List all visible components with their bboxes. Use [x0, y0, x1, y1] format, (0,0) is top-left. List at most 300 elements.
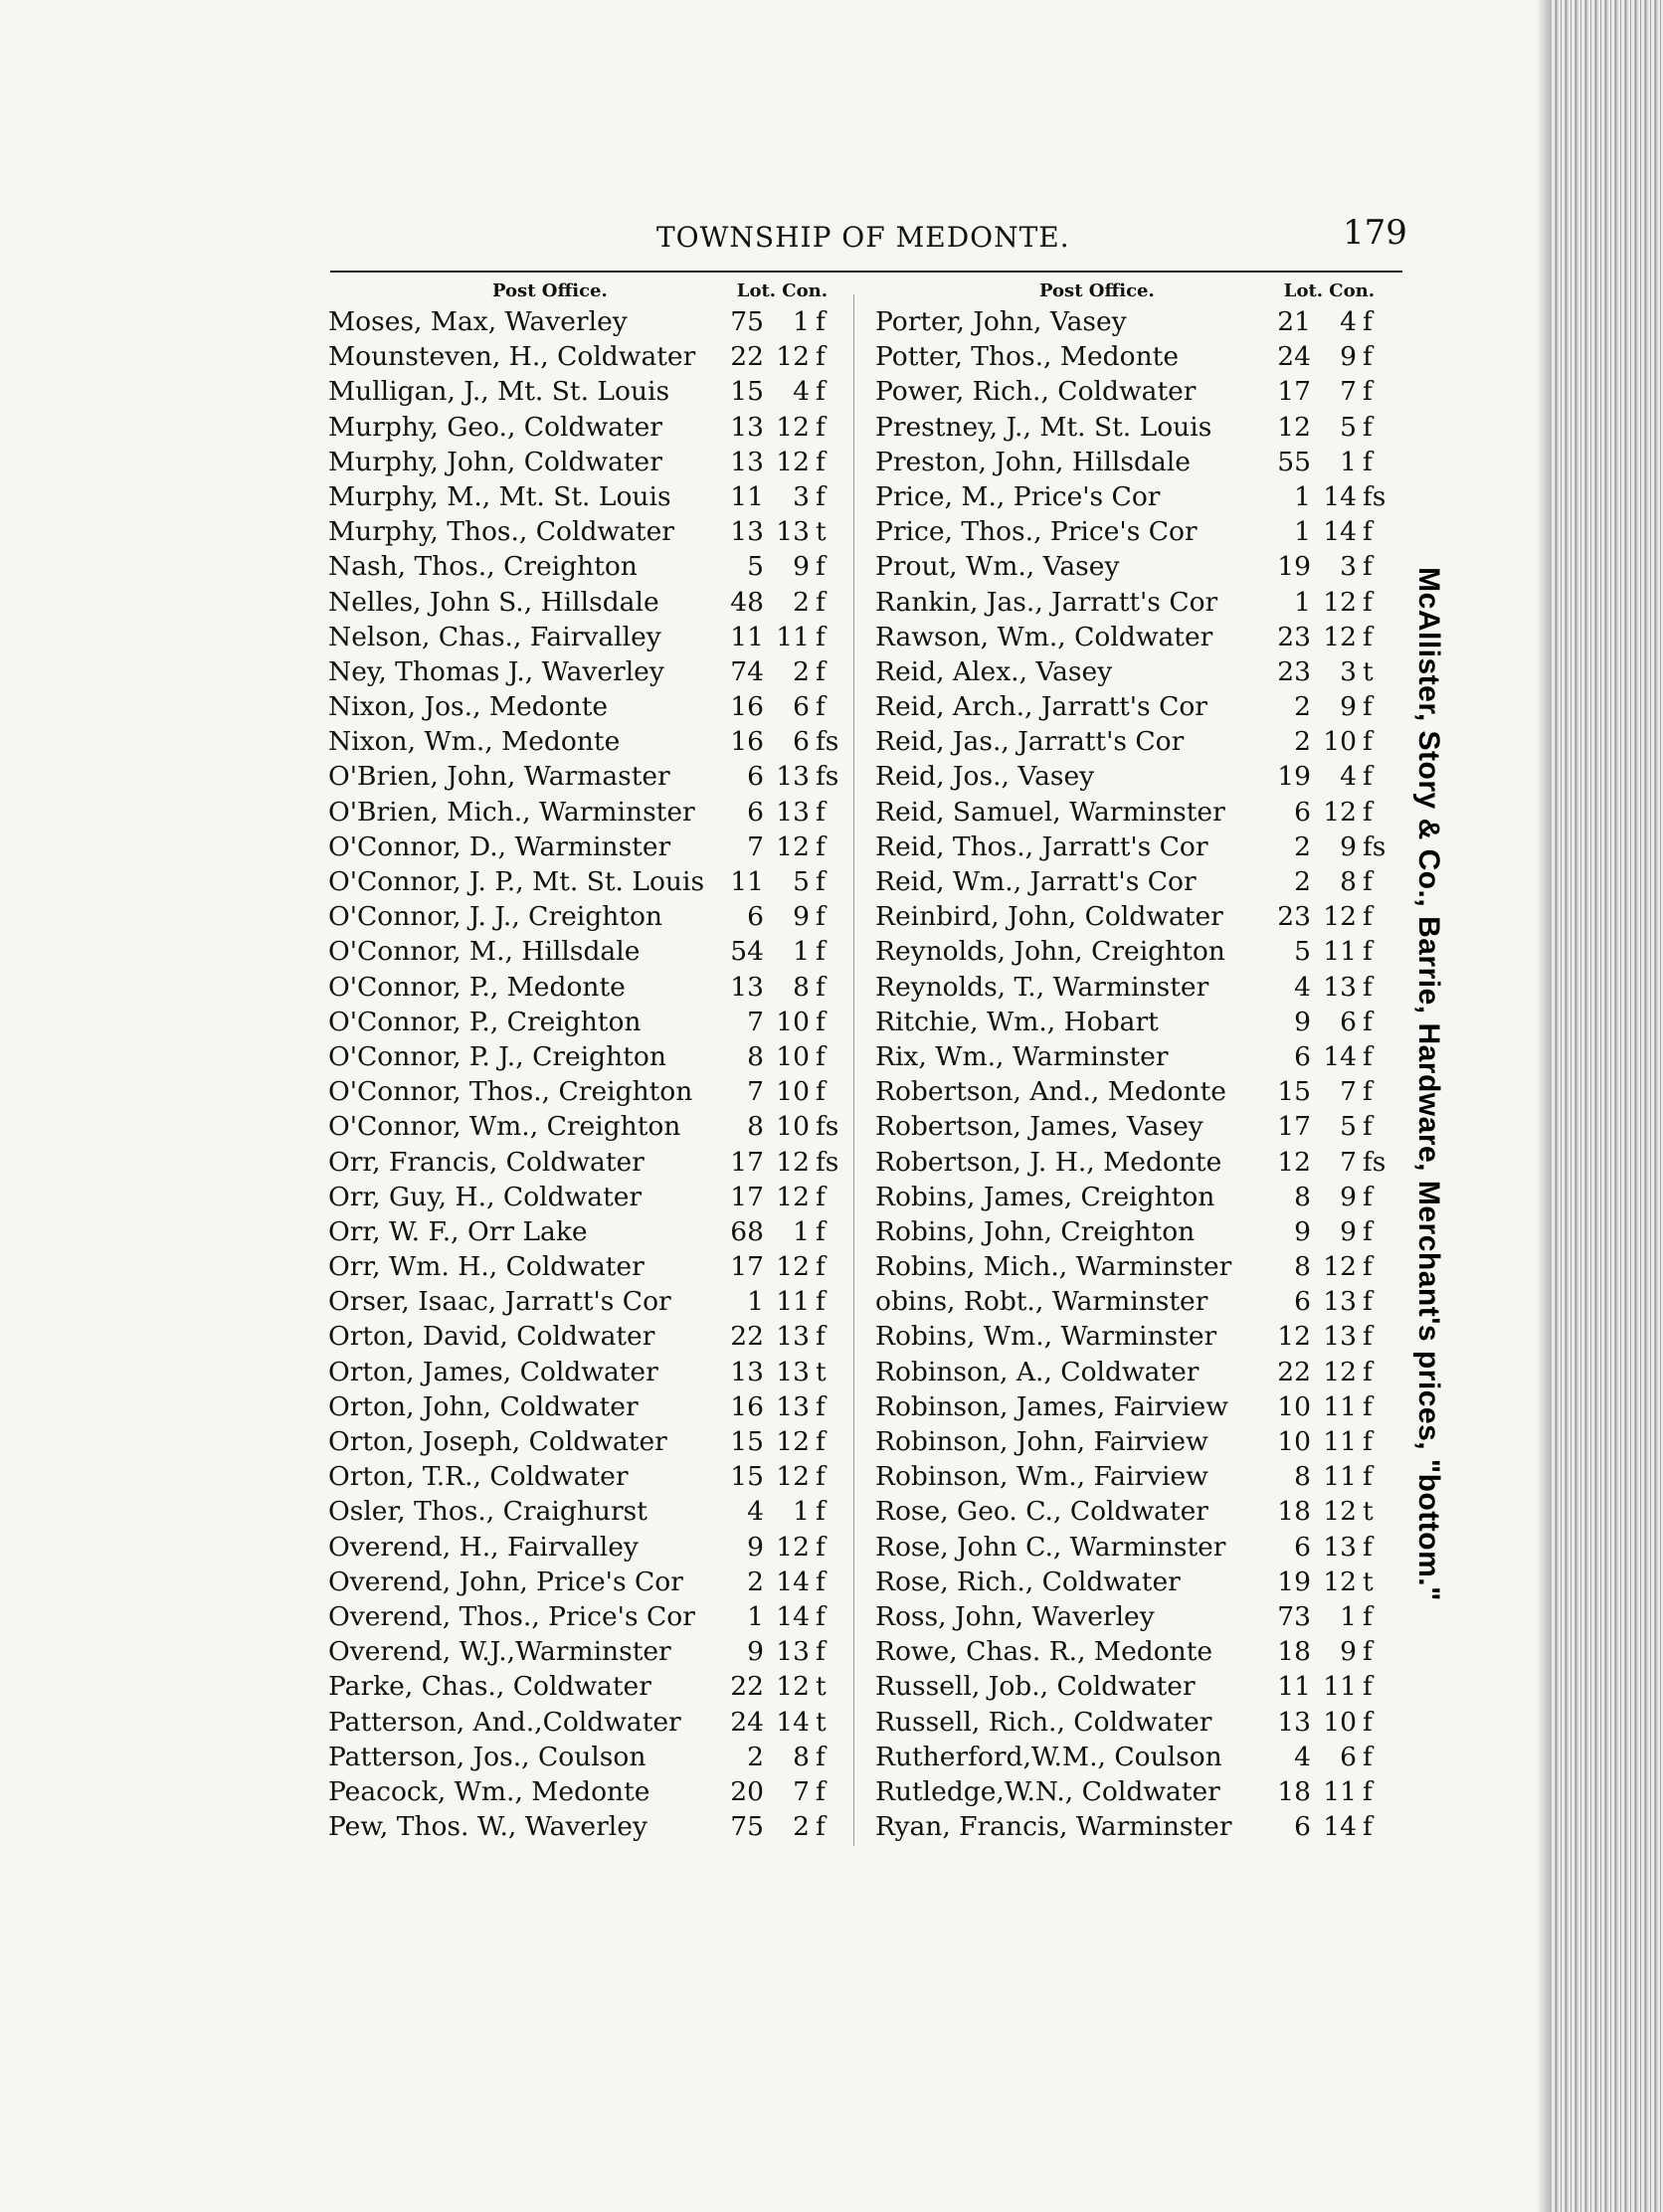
directory-entry — [875, 1774, 1392, 1809]
directory-entry — [875, 549, 1392, 584]
lot-number: 2 — [1294, 866, 1311, 897]
lot-number: 55 — [1277, 446, 1311, 477]
concession-number: 14 — [776, 1600, 810, 1632]
header-rule — [330, 271, 1402, 273]
entry-class: f — [816, 1040, 826, 1072]
concession-number: 7 — [1340, 376, 1357, 408]
entry-class: f — [1363, 1531, 1373, 1563]
lot-number: 4 — [1294, 971, 1311, 1003]
directory-entry — [875, 1459, 1392, 1494]
concession-number: 11 — [1323, 1461, 1357, 1493]
entry-class: f — [1363, 1321, 1373, 1353]
entry-class: f — [1363, 1811, 1373, 1843]
entry-class: f — [816, 1426, 826, 1457]
directory-entry — [875, 830, 1392, 864]
concession-number: 8 — [793, 971, 810, 1003]
entry-name: Price, Thos., Price's Cor — [875, 516, 1198, 548]
concession-number: 12 — [776, 341, 810, 373]
entry-name: Rose, Geo. C., Coldwater — [875, 1496, 1208, 1528]
entry-class: f — [816, 1321, 826, 1353]
entry-class: f — [1363, 1215, 1373, 1247]
entry-name: O'Brien, John, Warmaster — [328, 761, 670, 793]
entry-class: f — [816, 411, 826, 443]
entry-name: Orr, Guy, H., Coldwater — [328, 1181, 643, 1212]
lot-number: 12 — [1277, 411, 1311, 443]
entry-name: Robins, James, Creighton — [875, 1181, 1215, 1212]
concession-number: 2 — [793, 1811, 810, 1843]
directory-entry — [875, 1809, 1392, 1844]
concession-number: 11 — [1323, 1775, 1357, 1807]
entry-class: f — [816, 341, 826, 373]
concession-number: 12 — [776, 411, 810, 443]
lot-number: 15 — [730, 1461, 764, 1493]
directory-entry — [875, 1669, 1392, 1704]
directory-entry — [875, 1599, 1392, 1634]
directory-entry — [328, 479, 845, 514]
concession-number: 7 — [1340, 1076, 1357, 1108]
directory-entry — [875, 970, 1392, 1005]
concession-number: 10 — [776, 1006, 810, 1037]
directory-entry — [328, 830, 845, 864]
entry-class: f — [816, 1251, 826, 1283]
entry-class: f — [1363, 971, 1373, 1003]
lot-number: 18 — [1277, 1775, 1311, 1807]
concession-number: 3 — [1340, 655, 1357, 687]
concession-number: 6 — [1340, 1006, 1357, 1037]
entry-name: Orton, James, Coldwater — [328, 1356, 658, 1387]
entry-name: Reid, Thos., Jarratt's Cor — [875, 830, 1208, 862]
entry-class: f — [1363, 1600, 1373, 1632]
entry-name: Reinbird, John, Coldwater — [875, 901, 1223, 933]
entry-class: f — [1363, 306, 1373, 337]
entry-name: Osler, Thos., Craighurst — [328, 1496, 647, 1528]
concession-number: 5 — [793, 866, 810, 897]
lot-number: 4 — [1294, 1741, 1311, 1772]
entry-class: f — [1363, 726, 1373, 758]
entry-class: f — [816, 586, 826, 618]
directory-entry — [328, 620, 845, 654]
entry-class: f — [816, 480, 826, 512]
concession-number: 1 — [793, 1215, 810, 1247]
entry-name: O'Brien, Mich., Warminster — [328, 796, 695, 828]
entry-class: f — [1363, 1006, 1373, 1037]
lot-number: 17 — [1277, 1111, 1311, 1143]
lot-number: 74 — [730, 655, 764, 687]
entry-name: Reid, Samuel, Warminster — [875, 796, 1225, 828]
directory-entry — [875, 759, 1392, 794]
directory-entry — [328, 1145, 845, 1180]
directory-entry — [328, 1705, 845, 1740]
concession-number: 12 — [1323, 1496, 1357, 1528]
entry-class: f — [1363, 1741, 1373, 1772]
directory-entry — [328, 514, 845, 549]
entry-name: O'Connor, J. P., Mt. St. Louis — [328, 866, 705, 897]
entry-name: Robinson, John, Fairview — [875, 1426, 1208, 1457]
lot-number: 6 — [1294, 1811, 1311, 1843]
lot-number: 5 — [1294, 936, 1311, 968]
concession-number: 1 — [1340, 1600, 1357, 1632]
lot-number: 22 — [1277, 1356, 1311, 1387]
concession-number: 13 — [776, 761, 810, 793]
lot-number: 6 — [747, 796, 764, 828]
concession-number: 4 — [793, 376, 810, 408]
directory-entry — [328, 1249, 845, 1284]
entry-name: Orton, Joseph, Coldwater — [328, 1426, 667, 1457]
concession-number: 13 — [776, 796, 810, 828]
lot-number: 9 — [1294, 1006, 1311, 1037]
lot-number: 21 — [1277, 306, 1311, 337]
lot-number: 15 — [1277, 1076, 1311, 1108]
directory-entry — [875, 1074, 1392, 1109]
directory-entry — [875, 1249, 1392, 1284]
entry-name: Potter, Thos., Medonte — [875, 341, 1179, 373]
lot-number: 17 — [1277, 376, 1311, 408]
directory-entry — [328, 1774, 845, 1809]
lot-number: 13 — [730, 516, 764, 548]
post-office-header: Post Office. — [492, 280, 608, 301]
entry-class: f — [1363, 586, 1373, 618]
entry-name: Pew, Thos. W., Waverley — [328, 1811, 647, 1843]
entry-class: t — [816, 1356, 827, 1387]
directory-entry — [328, 759, 845, 794]
directory-entry — [328, 1599, 845, 1634]
directory-entry — [328, 864, 845, 899]
entry-name: Reynolds, T., Warminster — [875, 971, 1209, 1003]
lot-number: 12 — [1277, 1321, 1311, 1353]
entry-class: fs — [1363, 480, 1386, 512]
lot-number: 1 — [1294, 516, 1311, 548]
concession-number: 10 — [776, 1076, 810, 1108]
column-header — [875, 280, 1392, 304]
directory-entry — [328, 1565, 845, 1599]
entry-class: f — [816, 1461, 826, 1493]
entry-name: O'Connor, J. J., Creighton — [328, 901, 662, 933]
entry-class: f — [1363, 1390, 1373, 1422]
page-title: TOWNSHIP OF MEDONTE. — [656, 221, 1070, 254]
entry-name: Reid, Arch., Jarratt's Cor — [875, 691, 1207, 723]
directory-entry — [328, 970, 845, 1005]
directory-entry — [875, 1740, 1392, 1774]
entry-name: O'Connor, P., Creighton — [328, 1006, 642, 1037]
entry-class: f — [816, 936, 826, 968]
directory-entry — [328, 1424, 845, 1459]
entry-name: Robertson, And., Medonte — [875, 1076, 1226, 1108]
entry-class: f — [1363, 376, 1373, 408]
directory-entry — [328, 549, 845, 584]
lot-number: 17 — [730, 1181, 764, 1212]
directory-entry — [875, 1424, 1392, 1459]
lot-number: 75 — [730, 1811, 764, 1843]
lot-number: 24 — [730, 1706, 764, 1738]
concession-number: 11 — [1323, 936, 1357, 968]
entry-name: O'Connor, Wm., Creighton — [328, 1111, 681, 1143]
entry-class: f — [816, 830, 826, 862]
entry-class: f — [1363, 1076, 1373, 1108]
lot-number: 9 — [1294, 1215, 1311, 1247]
entry-name: Overend, John, Price's Cor — [328, 1566, 683, 1597]
concession-number: 13 — [776, 1636, 810, 1668]
concession-number: 11 — [1323, 1390, 1357, 1422]
lot-number: 8 — [747, 1111, 764, 1143]
directory-entry — [328, 1634, 845, 1669]
entry-name: Parke, Chas., Coldwater — [328, 1671, 651, 1703]
entry-class: f — [816, 1775, 826, 1807]
lot-number: 22 — [730, 1671, 764, 1703]
directory-entry — [328, 1459, 845, 1494]
entry-class: f — [1363, 1181, 1373, 1212]
concession-number: 7 — [793, 1775, 810, 1807]
side-advertisement — [1408, 338, 1448, 1830]
directory-entry — [875, 410, 1392, 445]
concession-number: 12 — [1323, 586, 1357, 618]
entry-class: f — [1363, 1251, 1373, 1283]
lot-number: 13 — [730, 1356, 764, 1387]
entry-name: Robinson, Wm., Fairview — [875, 1461, 1208, 1493]
lot-number: 13 — [730, 411, 764, 443]
concession-number: 13 — [1323, 1286, 1357, 1318]
lot-number: 16 — [730, 1390, 764, 1422]
entry-class: f — [816, 655, 826, 687]
entry-class: fs — [816, 1111, 839, 1143]
entry-class: t — [816, 516, 827, 548]
lot-number: 68 — [730, 1215, 764, 1247]
entry-name: Nelles, John S., Hillsdale — [328, 586, 659, 618]
entry-name: Price, M., Price's Cor — [875, 480, 1161, 512]
directory-entry — [875, 1145, 1392, 1180]
entry-class: f — [1363, 1461, 1373, 1493]
directory-entry — [875, 934, 1392, 969]
concession-number: 7 — [1340, 1146, 1357, 1178]
concession-number: 12 — [776, 1671, 810, 1703]
entry-class: f — [1363, 1706, 1373, 1738]
concession-number: 10 — [1323, 726, 1357, 758]
entry-name: Prestney, J., Mt. St. Louis — [875, 411, 1212, 443]
entry-name: Overend, Thos., Price's Cor — [328, 1600, 695, 1632]
concession-number: 4 — [1340, 761, 1357, 793]
directory-entry — [875, 689, 1392, 724]
entry-class: f — [816, 1566, 826, 1597]
entry-name: Overend, W.J.,Warminster — [328, 1636, 671, 1668]
concession-number: 14 — [1323, 480, 1357, 512]
directory-entry — [875, 1389, 1392, 1424]
entry-class: f — [816, 621, 826, 652]
directory-entry — [328, 1530, 845, 1565]
column-header — [328, 280, 845, 304]
entry-name: Preston, John, Hillsdale — [875, 446, 1191, 477]
entry-class: f — [816, 1006, 826, 1037]
entry-name: O'Connor, M., Hillsdale — [328, 936, 641, 968]
directory-entry — [875, 1005, 1392, 1039]
entry-name: Ney, Thomas J., Waverley — [328, 655, 664, 687]
entry-class: f — [816, 551, 826, 583]
entry-class: f — [1363, 1111, 1373, 1143]
concession-number: 14 — [1323, 1811, 1357, 1843]
directory-entry — [328, 934, 845, 969]
concession-number: 1 — [1340, 446, 1357, 477]
entry-name: Murphy, M., Mt. St. Louis — [328, 480, 671, 512]
directory-entry — [328, 1109, 845, 1144]
lot-number: 19 — [1277, 551, 1311, 583]
directory-entry — [328, 339, 845, 374]
directory-entry — [328, 1180, 845, 1214]
lot-number: 75 — [730, 306, 764, 337]
entry-name: Murphy, Thos., Coldwater — [328, 516, 674, 548]
entry-name: Prout, Wm., Vasey — [875, 551, 1120, 583]
lot-number: 23 — [1277, 621, 1311, 652]
concession-number: 14 — [776, 1566, 810, 1597]
entry-class: f — [1363, 1356, 1373, 1387]
entry-class: f — [1363, 516, 1373, 548]
directory-entry — [328, 1355, 845, 1389]
concession-number: 13 — [776, 1321, 810, 1353]
entry-class: f — [1363, 1040, 1373, 1072]
lot-number: 1 — [1294, 480, 1311, 512]
lot-number: 6 — [1294, 1040, 1311, 1072]
entry-class: f — [816, 1076, 826, 1108]
entry-name: Orser, Isaac, Jarratt's Cor — [328, 1286, 671, 1318]
lot-number: 2 — [747, 1566, 764, 1597]
concession-number: 10 — [1323, 1706, 1357, 1738]
lot-number: 11 — [730, 866, 764, 897]
entry-class: f — [1363, 866, 1373, 897]
lot-number: 10 — [1277, 1426, 1311, 1457]
lot-number: 10 — [1277, 1390, 1311, 1422]
directory-entry — [875, 654, 1392, 689]
concession-number: 13 — [776, 1390, 810, 1422]
lot-number: 22 — [730, 1321, 764, 1353]
concession-number: 5 — [1340, 411, 1357, 443]
lot-number: 18 — [1277, 1636, 1311, 1668]
concession-number: 12 — [1323, 901, 1357, 933]
entry-name: Rankin, Jas., Jarratt's Cor — [875, 586, 1218, 618]
entry-name: Reid, Alex., Vasey — [875, 655, 1113, 687]
directory-entry — [328, 374, 845, 409]
lot-number: 13 — [730, 971, 764, 1003]
lot-number: 11 — [730, 621, 764, 652]
lot-number: 1 — [1294, 586, 1311, 618]
lot-number: 8 — [1294, 1461, 1311, 1493]
directory-entry — [328, 1074, 845, 1109]
entry-class: f — [1363, 1426, 1373, 1457]
entry-class: f — [1363, 691, 1373, 723]
entry-name: Orr, Wm. H., Coldwater — [328, 1251, 645, 1283]
entry-class: f — [816, 1636, 826, 1668]
book-page-edges — [1552, 0, 1663, 2212]
directory-entry — [875, 1214, 1392, 1249]
concession-number: 3 — [1340, 551, 1357, 583]
entry-name: Orton, T.R., Coldwater — [328, 1461, 629, 1493]
entry-name: Orton, David, Coldwater — [328, 1321, 655, 1353]
directory-entry — [875, 1355, 1392, 1389]
concession-number: 10 — [776, 1040, 810, 1072]
entry-class: f — [816, 866, 826, 897]
lot-number: 73 — [1277, 1600, 1311, 1632]
entry-class: f — [816, 691, 826, 723]
entry-class: f — [816, 1811, 826, 1843]
directory-entry — [875, 374, 1392, 409]
entry-class: f — [1363, 1671, 1373, 1703]
concession-number: 14 — [1323, 516, 1357, 548]
entry-class: f — [816, 1600, 826, 1632]
entry-class: t — [816, 1671, 827, 1703]
lot-number: 1 — [747, 1600, 764, 1632]
entry-name: Orr, W. F., Orr Lake — [328, 1215, 588, 1247]
lot-number: 6 — [1294, 1531, 1311, 1563]
lot-number: 19 — [1277, 761, 1311, 793]
concession-number: 12 — [776, 1181, 810, 1212]
directory-entry — [328, 795, 845, 830]
entry-name: Reid, Jas., Jarratt's Cor — [875, 726, 1185, 758]
concession-number: 13 — [776, 516, 810, 548]
concession-number: 12 — [1323, 1566, 1357, 1597]
directory-entry — [875, 479, 1392, 514]
entry-class: f — [816, 971, 826, 1003]
lot-con-header: Lot. Con. — [736, 280, 828, 301]
concession-number: 2 — [793, 586, 810, 618]
entry-name: Robertson, James, Vasey — [875, 1111, 1203, 1143]
entry-class: f — [816, 1286, 826, 1318]
concession-number: 1 — [793, 936, 810, 968]
entry-name: Mulligan, J., Mt. St. Louis — [328, 376, 670, 408]
directory-column-left — [328, 280, 845, 1844]
concession-number: 9 — [1340, 1215, 1357, 1247]
lot-number: 7 — [747, 830, 764, 862]
directory-entry — [328, 1005, 845, 1039]
entry-list-right — [875, 304, 1392, 1844]
directory-entry — [875, 1494, 1392, 1529]
entry-name: Nash, Thos., Creighton — [328, 551, 638, 583]
entry-class: f — [1363, 761, 1373, 793]
entry-name: Orton, John, Coldwater — [328, 1390, 639, 1422]
entry-class: f — [1363, 901, 1373, 933]
entry-class: f — [1363, 411, 1373, 443]
concession-number: 9 — [1340, 1636, 1357, 1668]
entry-name: Nelson, Chas., Fairvalley — [328, 621, 661, 652]
entry-class: fs — [1363, 1146, 1386, 1178]
concession-number: 8 — [793, 1741, 810, 1772]
concession-number: 12 — [776, 1251, 810, 1283]
entry-name: Reid, Wm., Jarratt's Cor — [875, 866, 1197, 897]
lot-con-header: Lot. Con. — [1283, 280, 1375, 301]
entry-list-left — [328, 304, 845, 1844]
concession-number: 2 — [793, 655, 810, 687]
lot-number: 19 — [1277, 1566, 1311, 1597]
concession-number: 1 — [793, 1496, 810, 1528]
entry-class: f — [816, 1215, 826, 1247]
entry-name: Rawson, Wm., Coldwater — [875, 621, 1213, 652]
concession-number: 4 — [1340, 306, 1357, 337]
concession-number: 13 — [1323, 1321, 1357, 1353]
directory-entry — [875, 304, 1392, 339]
entry-name: O'Connor, Thos., Creighton — [328, 1076, 693, 1108]
entry-class: f — [816, 1390, 826, 1422]
lot-number: 11 — [730, 480, 764, 512]
directory-entry — [328, 1669, 845, 1704]
concession-number: 12 — [1323, 621, 1357, 652]
directory-entry — [875, 514, 1392, 549]
directory-entry — [875, 1319, 1392, 1354]
entry-class: f — [1363, 446, 1373, 477]
entry-class: f — [1363, 341, 1373, 373]
concession-number: 11 — [776, 1286, 810, 1318]
directory-entry — [328, 654, 845, 689]
directory-entry — [328, 410, 845, 445]
directory-entry — [328, 445, 845, 479]
entry-name: Overend, H., Fairvalley — [328, 1531, 639, 1563]
entry-name: Murphy, Geo., Coldwater — [328, 411, 662, 443]
entry-class: fs — [816, 761, 839, 793]
directory-entry — [875, 620, 1392, 654]
